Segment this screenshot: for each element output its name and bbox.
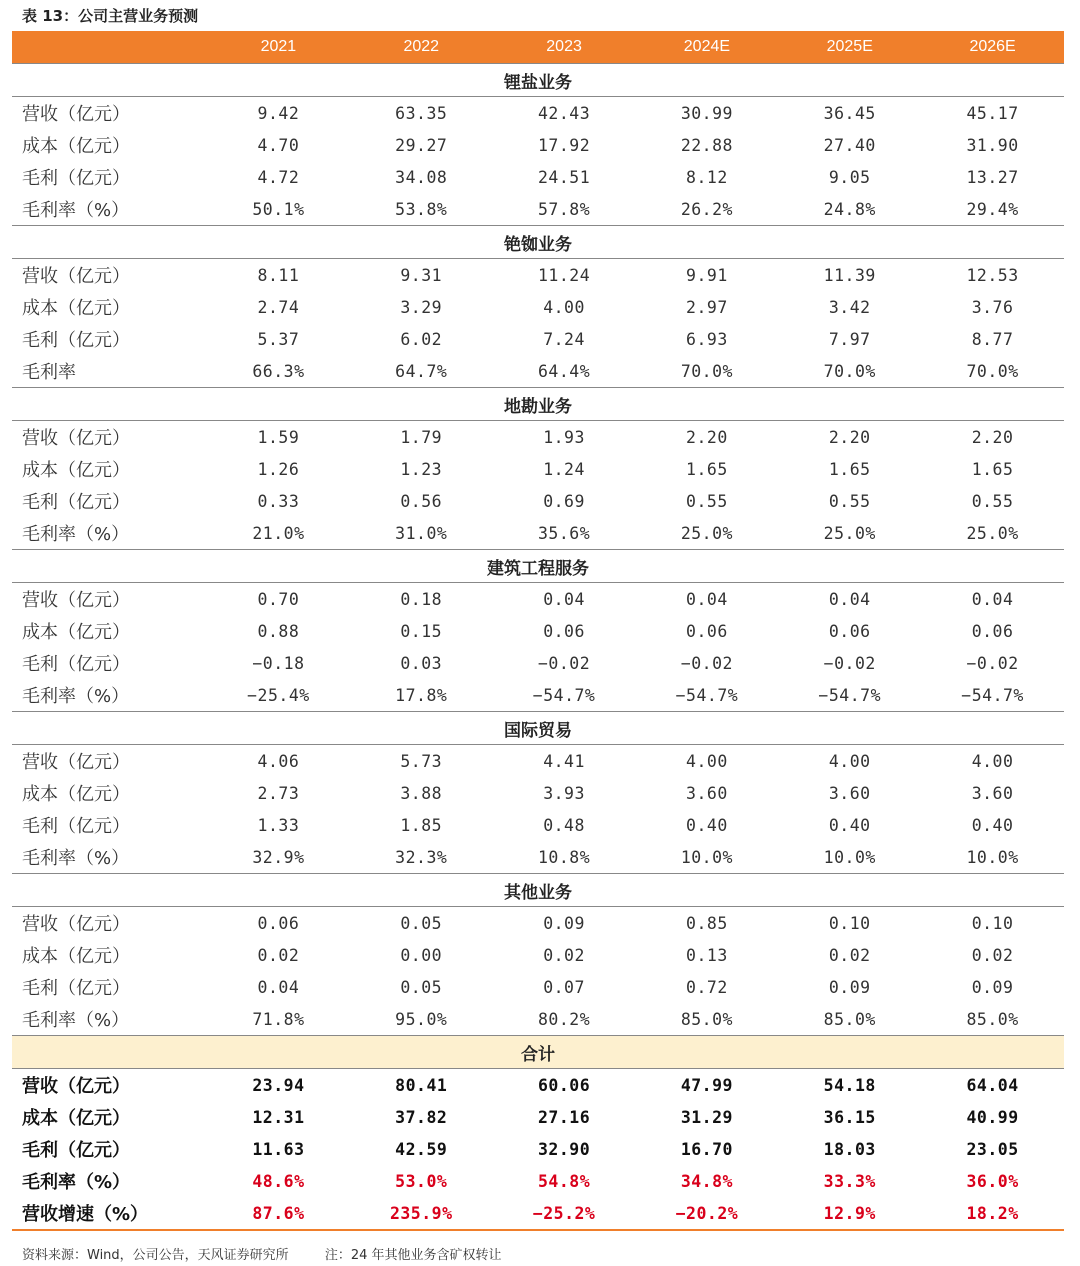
- table-row: [12, 129, 1064, 161]
- row-label: 营收（亿元）: [22, 914, 130, 935]
- value-cell: 70.0%: [966, 361, 1019, 381]
- value-cell: 4.70: [257, 135, 300, 155]
- value-cell: 0.55: [686, 491, 728, 511]
- row-label: 成本（亿元）: [22, 1108, 130, 1129]
- row-label: 毛利率（%）: [22, 686, 130, 707]
- value-cell: 0.09: [543, 913, 585, 933]
- value-cell: 23.94: [252, 1075, 305, 1095]
- table-row: [12, 939, 1064, 971]
- value-cell: 60.06: [537, 1075, 591, 1095]
- value-cell: 0.15: [400, 621, 443, 641]
- value-cell: 0.02: [543, 945, 585, 965]
- value-cell: 45.17: [966, 103, 1019, 123]
- value-cell: −54.7%: [818, 685, 882, 705]
- value-cell: 0.04: [971, 589, 1014, 609]
- value-cell: 0.06: [971, 621, 1014, 641]
- table-row: [12, 355, 1064, 388]
- value-cell: 0.04: [257, 977, 300, 997]
- value-cell: 0.04: [686, 589, 728, 609]
- value-cell: 1.93: [543, 427, 585, 447]
- value-cell: 0.55: [828, 491, 871, 511]
- value-cell: 0.04: [828, 589, 871, 609]
- row-label: 成本（亿元）: [22, 136, 130, 157]
- value-cell: 47.99: [680, 1075, 733, 1095]
- header-cell: [12, 31, 207, 64]
- row-label: 毛利率（%）: [22, 1172, 131, 1193]
- value-cell: 10.0%: [966, 847, 1019, 867]
- value-cell: 25.0%: [680, 523, 733, 543]
- value-cell: 10.8%: [537, 847, 591, 867]
- value-cell: 24.8%: [823, 199, 876, 219]
- value-cell: 85.0%: [966, 1009, 1019, 1029]
- table-row: [12, 1133, 1064, 1165]
- footer: [22, 1244, 502, 1263]
- value-cell: 32.3%: [395, 847, 448, 867]
- value-cell: −0.02: [680, 653, 733, 673]
- row-label: 营收（亿元）: [22, 752, 130, 773]
- value-cell: 29.27: [395, 135, 448, 155]
- value-cell: 0.72: [686, 977, 728, 997]
- row-label: 毛利（亿元）: [22, 654, 130, 675]
- section-title: 国际贸易: [12, 712, 1064, 745]
- value-cell: 1.33: [257, 815, 300, 835]
- value-cell: 2.73: [257, 783, 300, 803]
- value-cell: −20.2%: [635, 1197, 778, 1230]
- value-cell: 0.02: [828, 945, 871, 965]
- value-cell: 0.05: [400, 913, 443, 933]
- table-row: [12, 1165, 1064, 1197]
- value-cell: 1.23: [400, 459, 443, 479]
- row-label: 毛利（亿元）: [22, 1140, 130, 1161]
- value-cell: 12.53: [966, 265, 1019, 285]
- value-cell: 36.45: [823, 103, 876, 123]
- value-cell: 0.06: [543, 621, 585, 641]
- value-cell: −0.18: [252, 653, 305, 673]
- value-cell: 0.06: [686, 621, 728, 641]
- value-cell: 3.88: [400, 783, 443, 803]
- row-label: 营收（亿元）: [22, 266, 130, 287]
- value-cell: 0.02: [257, 945, 300, 965]
- value-cell: 9.42: [257, 103, 300, 123]
- value-cell: −25.2%: [493, 1197, 636, 1230]
- value-cell: 35.6%: [537, 523, 591, 543]
- table-row: [12, 97, 1064, 130]
- table-title: 表 13：公司主营业务预测: [22, 7, 199, 25]
- value-cell: 3.29: [400, 297, 443, 317]
- value-cell: 7.24: [543, 329, 585, 349]
- value-cell: 2.20: [686, 427, 728, 447]
- value-cell: 0.88: [257, 621, 300, 641]
- table-row: [12, 971, 1064, 1003]
- row-label: 成本（亿元）: [22, 946, 130, 967]
- table-row: [12, 323, 1064, 355]
- value-cell: 53.0%: [395, 1171, 448, 1191]
- value-cell: 30.99: [680, 103, 733, 123]
- value-cell: 235.9%: [350, 1197, 493, 1230]
- value-cell: 6.93: [686, 329, 728, 349]
- value-cell: 29.4%: [966, 199, 1019, 219]
- value-cell: −0.02: [966, 653, 1019, 673]
- table-row: [12, 907, 1064, 940]
- table-row: [12, 809, 1064, 841]
- value-cell: 70.0%: [823, 361, 876, 381]
- value-cell: 2.20: [828, 427, 871, 447]
- row-label: 营收增速（%）: [12, 1197, 207, 1230]
- value-cell: 64.4%: [537, 361, 591, 381]
- header-cell: 2022: [350, 31, 493, 64]
- value-cell: 70.0%: [680, 361, 733, 381]
- row-label: 毛利（亿元）: [22, 330, 130, 351]
- table-header-row: [12, 31, 1064, 64]
- section-title: 合计: [12, 1036, 1064, 1069]
- value-cell: 0.06: [828, 621, 871, 641]
- value-cell: 37.82: [395, 1107, 448, 1127]
- value-cell: 34.08: [395, 167, 448, 187]
- row-label: 成本（亿元）: [22, 460, 130, 481]
- row-label: 营收（亿元）: [22, 428, 130, 449]
- value-cell: 0.40: [828, 815, 871, 835]
- value-cell: 0.33: [257, 491, 300, 511]
- value-cell: 4.41: [543, 751, 585, 771]
- value-cell: 26.2%: [680, 199, 733, 219]
- table-row: [12, 841, 1064, 874]
- value-cell: 16.70: [680, 1139, 733, 1159]
- value-cell: 64.04: [966, 1075, 1019, 1095]
- table-row: [12, 745, 1064, 778]
- section-title: 建筑工程服务: [12, 550, 1064, 583]
- value-cell: 95.0%: [395, 1009, 448, 1029]
- value-cell: 32.9%: [252, 847, 305, 867]
- row-label: 毛利率（%）: [22, 200, 130, 221]
- value-cell: 0.00: [400, 945, 443, 965]
- value-cell: 71.8%: [252, 1009, 305, 1029]
- value-cell: 32.90: [537, 1139, 591, 1159]
- value-cell: 0.06: [257, 913, 300, 933]
- section-header: [12, 226, 1064, 259]
- value-cell: 1.65: [971, 459, 1014, 479]
- value-cell: 0.09: [828, 977, 871, 997]
- value-cell: 1.24: [543, 459, 585, 479]
- value-cell: 42.59: [395, 1139, 448, 1159]
- value-cell: −0.02: [537, 653, 591, 673]
- value-cell: 31.29: [680, 1107, 733, 1127]
- value-cell: 0.18: [400, 589, 443, 609]
- value-cell: 22.88: [680, 135, 733, 155]
- value-cell: 7.97: [828, 329, 871, 349]
- value-cell: 4.00: [543, 297, 585, 317]
- table-row: [12, 259, 1064, 292]
- section-header: [12, 712, 1064, 745]
- value-cell: 0.70: [257, 589, 300, 609]
- section-title: 其他业务: [12, 874, 1064, 907]
- row-label: 毛利（亿元）: [22, 978, 130, 999]
- value-cell: 0.56: [400, 491, 443, 511]
- table-row: [12, 517, 1064, 550]
- table-row: [12, 583, 1064, 616]
- value-cell: 54.18: [823, 1075, 876, 1095]
- value-cell: 42.43: [537, 103, 591, 123]
- value-cell: 1.79: [400, 427, 443, 447]
- header-cell: 2024E: [635, 31, 778, 64]
- row-label: 毛利率（%）: [22, 848, 130, 869]
- value-cell: 87.6%: [207, 1197, 350, 1230]
- value-cell: 0.48: [543, 815, 585, 835]
- value-cell: 57.8%: [537, 199, 591, 219]
- table-row: [12, 421, 1064, 454]
- value-cell: 0.85: [686, 913, 728, 933]
- section-title: 锂盐业务: [12, 64, 1064, 97]
- value-cell: −0.02: [823, 653, 876, 673]
- value-cell: 0.07: [543, 977, 585, 997]
- section-header: [12, 874, 1064, 907]
- value-cell: 63.35: [395, 103, 448, 123]
- value-cell: 3.93: [543, 783, 585, 803]
- total-section-header: [12, 1036, 1064, 1069]
- value-cell: 1.85: [400, 815, 443, 835]
- value-cell: 4.72: [257, 167, 300, 187]
- value-cell: 21.0%: [252, 523, 305, 543]
- value-cell: 11.24: [537, 265, 591, 285]
- forecast-table: [12, 31, 1064, 1231]
- value-cell: 25.0%: [823, 523, 876, 543]
- value-cell: 1.65: [828, 459, 871, 479]
- value-cell: 0.04: [543, 589, 585, 609]
- value-cell: 18.03: [823, 1139, 876, 1159]
- value-cell: 80.41: [395, 1075, 448, 1095]
- value-cell: 5.37: [257, 329, 300, 349]
- value-cell: 0.03: [400, 653, 443, 673]
- value-cell: 17.92: [537, 135, 591, 155]
- value-cell: 0.69: [543, 491, 585, 511]
- value-cell: 80.2%: [537, 1009, 591, 1029]
- value-cell: 0.40: [686, 815, 728, 835]
- section-title: 地勘业务: [12, 388, 1064, 421]
- row-label: 毛利率（%）: [22, 524, 130, 545]
- value-cell: 1.26: [257, 459, 300, 479]
- row-label: 成本（亿元）: [22, 298, 130, 319]
- value-cell: 0.09: [971, 977, 1014, 997]
- table-row: [12, 615, 1064, 647]
- value-cell: 2.97: [686, 297, 728, 317]
- value-cell: 27.40: [823, 135, 876, 155]
- value-cell: 1.59: [257, 427, 300, 447]
- value-cell: 3.42: [828, 297, 871, 317]
- value-cell: 0.10: [828, 913, 871, 933]
- value-cell: 4.06: [257, 751, 300, 771]
- value-cell: 3.76: [971, 297, 1014, 317]
- header-cell: 2021: [207, 31, 350, 64]
- value-cell: 0.13: [686, 945, 728, 965]
- value-cell: 66.3%: [252, 361, 305, 381]
- value-cell: 53.8%: [395, 199, 448, 219]
- value-cell: 8.77: [971, 329, 1014, 349]
- value-cell: 11.63: [252, 1139, 305, 1159]
- table-row: [12, 777, 1064, 809]
- value-cell: 9.05: [828, 167, 871, 187]
- row-label: 营收（亿元）: [22, 1076, 130, 1097]
- header-cell: 2025E: [778, 31, 921, 64]
- value-cell: 1.65: [686, 459, 728, 479]
- value-cell: 31.0%: [395, 523, 448, 543]
- table-row: [12, 679, 1064, 712]
- value-cell: 2.74: [257, 297, 300, 317]
- table-row: [12, 1101, 1064, 1133]
- row-label: 毛利率: [22, 362, 76, 383]
- value-cell: 50.1%: [252, 199, 305, 219]
- value-cell: 8.12: [686, 167, 728, 187]
- value-cell: 4.00: [686, 751, 728, 771]
- table-row: [12, 485, 1064, 517]
- value-cell: 85.0%: [823, 1009, 876, 1029]
- table-row: [12, 1069, 1064, 1102]
- value-cell: 6.02: [400, 329, 443, 349]
- value-cell: 2.20: [971, 427, 1014, 447]
- value-cell: 24.51: [537, 167, 591, 187]
- header-cell: 2023: [493, 31, 636, 64]
- value-cell: 36.15: [823, 1107, 876, 1127]
- value-cell: 36.0%: [966, 1171, 1019, 1191]
- value-cell: 27.16: [537, 1107, 591, 1127]
- value-cell: 33.3%: [823, 1171, 876, 1191]
- value-cell: 9.31: [400, 265, 443, 285]
- value-cell: 34.8%: [680, 1171, 733, 1191]
- row-label: 毛利率（%）: [22, 1010, 130, 1031]
- section-header: [12, 64, 1064, 97]
- row-label: 毛利（亿元）: [22, 492, 130, 513]
- table-row: [12, 453, 1064, 485]
- value-cell: −25.4%: [247, 685, 310, 705]
- table-row: [12, 1003, 1064, 1036]
- value-cell: 18.2%: [921, 1197, 1064, 1230]
- value-cell: 12.9%: [778, 1197, 921, 1230]
- value-cell: 10.0%: [680, 847, 733, 867]
- row-label: 营收（亿元）: [22, 104, 130, 125]
- value-cell: 13.27: [966, 167, 1019, 187]
- value-cell: 31.90: [966, 135, 1019, 155]
- value-cell: 0.02: [971, 945, 1014, 965]
- source-note: 资料来源：Wind，公司公告，天风证券研究所: [22, 1248, 289, 1263]
- table-row: [12, 647, 1064, 679]
- table-row: [12, 291, 1064, 323]
- row-label: 毛利（亿元）: [22, 168, 130, 189]
- value-cell: 17.8%: [395, 685, 448, 705]
- value-cell: 0.55: [971, 491, 1014, 511]
- value-cell: 10.0%: [823, 847, 876, 867]
- value-cell: 0.10: [971, 913, 1014, 933]
- value-cell: 9.91: [686, 265, 728, 285]
- value-cell: 54.8%: [537, 1171, 591, 1191]
- section-header: [12, 550, 1064, 583]
- row-label: 成本（亿元）: [22, 784, 130, 805]
- value-cell: 3.60: [971, 783, 1014, 803]
- value-cell: 3.60: [686, 783, 728, 803]
- value-cell: 4.00: [828, 751, 871, 771]
- value-cell: −54.7%: [961, 685, 1024, 705]
- table-row: [12, 193, 1064, 226]
- value-cell: 40.99: [966, 1107, 1019, 1127]
- table-row: [12, 1197, 1064, 1230]
- header-cell: 2026E: [921, 31, 1064, 64]
- value-cell: 25.0%: [966, 523, 1019, 543]
- value-cell: 12.31: [252, 1107, 305, 1127]
- row-label: 成本（亿元）: [22, 622, 130, 643]
- value-cell: 4.00: [971, 751, 1014, 771]
- value-cell: 48.6%: [252, 1171, 305, 1191]
- footnote: 注：24 年其他业务含矿权转让: [324, 1248, 502, 1263]
- value-cell: 11.39: [823, 265, 876, 285]
- value-cell: 23.05: [966, 1139, 1019, 1159]
- value-cell: 0.40: [971, 815, 1014, 835]
- value-cell: −54.7%: [532, 685, 596, 705]
- row-label: 营收（亿元）: [22, 590, 130, 611]
- table-row: [12, 161, 1064, 193]
- value-cell: 85.0%: [680, 1009, 733, 1029]
- value-cell: 0.05: [400, 977, 443, 997]
- section-title: 铯铷业务: [12, 226, 1064, 259]
- value-cell: 3.60: [828, 783, 871, 803]
- value-cell: −54.7%: [675, 685, 739, 705]
- value-cell: 64.7%: [395, 361, 448, 381]
- value-cell: 5.73: [400, 751, 443, 771]
- section-header: [12, 388, 1064, 421]
- row-label: 毛利（亿元）: [22, 816, 130, 837]
- value-cell: 8.11: [257, 265, 300, 285]
